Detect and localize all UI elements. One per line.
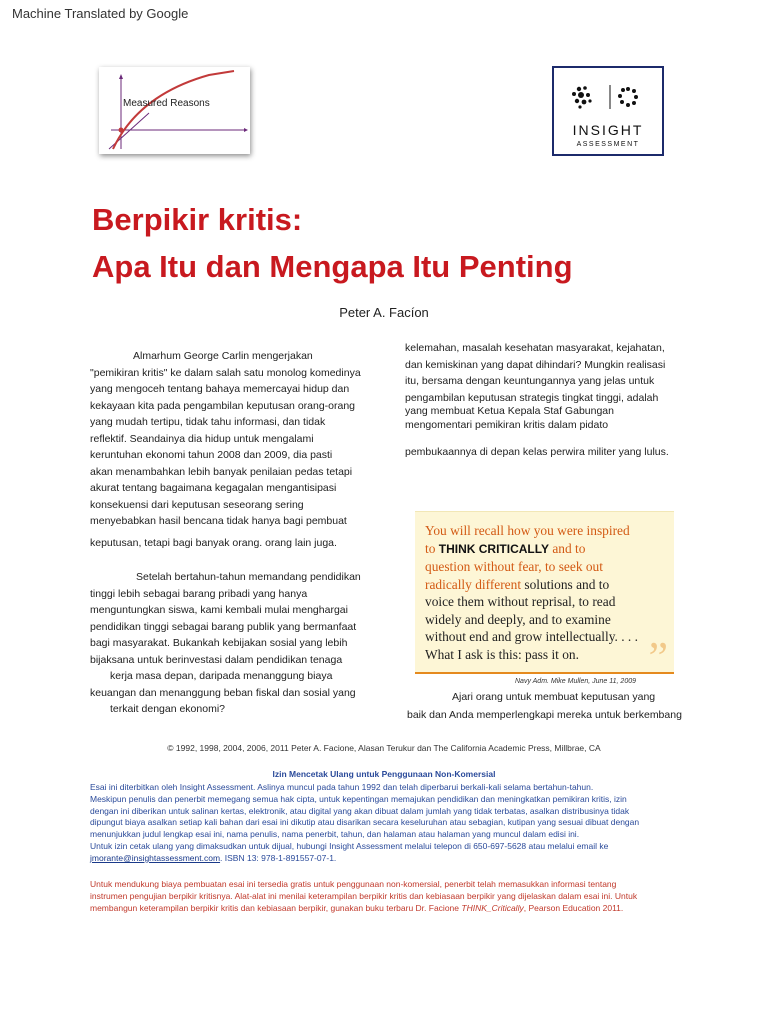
text-line: akan menambahkan lebih banyak penilaian pedas tetapi	[90, 465, 353, 478]
right-paragraph	[405, 340, 669, 460]
text-line: kekayaan kita pada pengambilan keputusan orang-orang	[90, 399, 356, 412]
text-line: Meskipun penulis dan penerbit memegang semua hak cipta, untuk kepentingan memajukan pendidikan dan meningkatkan pemikiran kritis, izin	[90, 793, 627, 804]
text-line: pendidikan tinggi sebagai barang publik yang bermanfaat	[90, 620, 357, 633]
support-text	[90, 879, 680, 914]
quote-emphasis: radically different	[425, 576, 522, 592]
text-line: Almarhum George Carlin mengerjakan	[133, 350, 313, 362]
text-line: yang mudah tertipu, tidak tahu informasi, dan tidak	[90, 416, 326, 428]
text-line: instrumen pengujian berpikir kritisnya. Alat-alat ini menilai keterampilan berpikir kritis dan kebiasaan berpikir yang dijelaskan dalam esai ini. Untuk	[90, 890, 638, 901]
author-name: Peter A. Facíon	[339, 305, 429, 320]
text-line: membangun keterampilan berpikir kritis dan kebiasaan berpikir, gunakan buku terbaru Dr. Facione	[90, 902, 462, 913]
title-line-2: Apa Itu dan Mengapa Itu Penting	[92, 249, 573, 284]
caption-line-2: baik dan Anda memperlengkapi mereka untuk berkembang	[407, 709, 682, 721]
text-line: konsekuensi dari keputusan seseorang sering	[90, 498, 304, 511]
text-line: , Pearson Education 2011.	[523, 902, 624, 913]
pull-quote-text	[425, 522, 670, 663]
caption-line-1: Ajari orang untuk membuat keputusan yang	[452, 691, 656, 703]
left-paragraph-2	[90, 569, 361, 718]
text-line: Setelah bertahun-tahun memandang pendidikan	[136, 571, 361, 583]
insight-assessment-logo	[552, 66, 664, 156]
quote-attribution: Navy Adm. Mike Mullen, June 11, 2009	[515, 678, 637, 685]
text-line: itu, bersama dengan keuntungannya yang jelas untuk	[405, 375, 655, 387]
text-line: menyebabkan hasil bencana tidak hanya bagi pembuat	[90, 515, 347, 527]
text-line: keuangan dan menanggung beban fiskal dan sosial yang	[90, 686, 356, 699]
text-line: keruntuhan ekonomi tahun 2008 dan 2009, dia pasti	[90, 449, 333, 461]
text-line: dengan ini diberikan untuk salinan kertas, elektronik, atau digital yang akan dibuat dalam jumlah yang tidak terbatas, asalkan distribusinya tidak	[90, 805, 630, 816]
text-line: kelemahan, masalah kesehatan masyarakat, kejahatan,	[405, 342, 665, 354]
machine-translation-banner: Machine Translated by Google	[12, 6, 189, 21]
quote-emphasis: THINK CRITICALLY	[438, 541, 549, 556]
permission-text	[90, 782, 680, 865]
document-title	[92, 196, 573, 290]
text-line: menunjukkan judul lengkap esai ini, nama penulis, nama penerbit, tahun, dan halaman atau halaman yang muncul dalam edisi ini.	[90, 829, 580, 840]
text-line: "pemikiran kritis" ke dalam salah satu monolog komedinya	[90, 366, 361, 379]
text-line: pengambilan keputusan strategis tingkat tinggi, adalah	[405, 391, 659, 404]
text-line: bijaksana untuk berinvestasi dalam pendidikan tenaga	[90, 653, 343, 666]
text-line: yang mengoceh tentang bahaya memercayai hidup dan	[90, 383, 350, 395]
isbn-text: . ISBN 13: 978-1-891557-07-1.	[220, 852, 337, 863]
quote-line: to	[425, 540, 439, 556]
quote-line: voice them without reprisal, to read	[425, 594, 616, 609]
copyright-notice: © 1992, 1998, 2004, 2006, 2011 Peter A. Facione, Alasan Terukur dan The California Academic Press, Millbrae, CA	[167, 743, 601, 753]
quote-line: What I ask is this: pass it on.	[425, 646, 579, 662]
email-link[interactable]: jmorante@insightassessment.com	[90, 852, 221, 863]
text-line: mengomentari pemikiran kritis dalam pidato	[405, 419, 609, 431]
text-line: Esai ini diterbitkan oleh Insight Assessment. Aslinya muncul pada tahun 1992 dan telah diperbarui berkali-kali selama bertahun-tahun.	[90, 782, 594, 792]
quote-line: without end and grow intellectually. . . .	[425, 629, 638, 644]
left-paragraph-1	[90, 348, 361, 551]
text-line: Untuk izin cetak ulang yang dimaksudkan untuk dijual, hubungi Insight Assessment melalui telepon di 650-697-5628 atau melalui email ke	[90, 840, 609, 851]
text-line: pembukaannya di depan kelas perwira militer yang lulus.	[405, 445, 669, 458]
text-line: dan kemiskinan yang dapat dihindari? Mungkin realisasi	[405, 358, 666, 371]
text-line: kerja masa depan, daripada menanggung biaya	[110, 670, 333, 682]
text-line: keputusan, tetapi bagi banyak orang. orang lain juga.	[90, 536, 337, 549]
text-line: menguntungkan siswa, kami kembali mulai menghargai	[90, 604, 348, 616]
book-title: THINK_Critically	[461, 902, 524, 913]
text-line: Untuk mendukung biaya pembuatan esai ini tersedia gratis untuk penggunaan non-komersial, penerbit telah memasukkan informasi tentang	[90, 879, 617, 889]
logo-graph-icon	[99, 67, 250, 154]
text-line: reflektif. Seandainya dia hidup untuk mengalami	[90, 432, 314, 445]
closing-quote-icon: ”	[648, 633, 668, 682]
text-line: bagi masyarakat. Bukankah kebijakan sosial yang lebih	[90, 637, 348, 649]
text-line: yang membuat Ketua Kepala Staf Gabungan	[405, 405, 614, 417]
text-line: akurat tentang bagaimana kegagalan mengantisipasi	[90, 482, 337, 494]
insight-dots-icon	[568, 83, 652, 113]
title-line-1: Berpikir kritis:	[92, 202, 303, 237]
text-line: terkait dengan ekonomi?	[110, 703, 225, 715]
quote-line: and to	[549, 540, 586, 556]
quote-line: widely and deeply, and to examine	[425, 611, 611, 627]
quote-line: solutions and to	[521, 576, 610, 592]
permission-title: Izin Mencetak Ulang untuk Penggunaan Non-Komersial	[272, 769, 496, 779]
text-line: tinggi lebih sebagai barang pribadi yang hanya	[90, 587, 308, 600]
quote-line: You will recall how you were inspired	[425, 523, 630, 538]
quote-line: question without fear, to seek out	[425, 559, 603, 574]
logo-line-insight: INSIGHT	[572, 122, 644, 138]
text-line: dipungut biaya asalkan setiap kali bahan dari esai ini dikutip atau disarikan secara keseluruhan atau sebagian, kutipan yang sesuai dibuat dengan	[90, 817, 640, 828]
logo-line-assessment: ASSESSMENT	[576, 141, 640, 148]
measured-reasons-logo	[99, 67, 250, 154]
logo-text: Measured Reasons	[123, 98, 210, 109]
